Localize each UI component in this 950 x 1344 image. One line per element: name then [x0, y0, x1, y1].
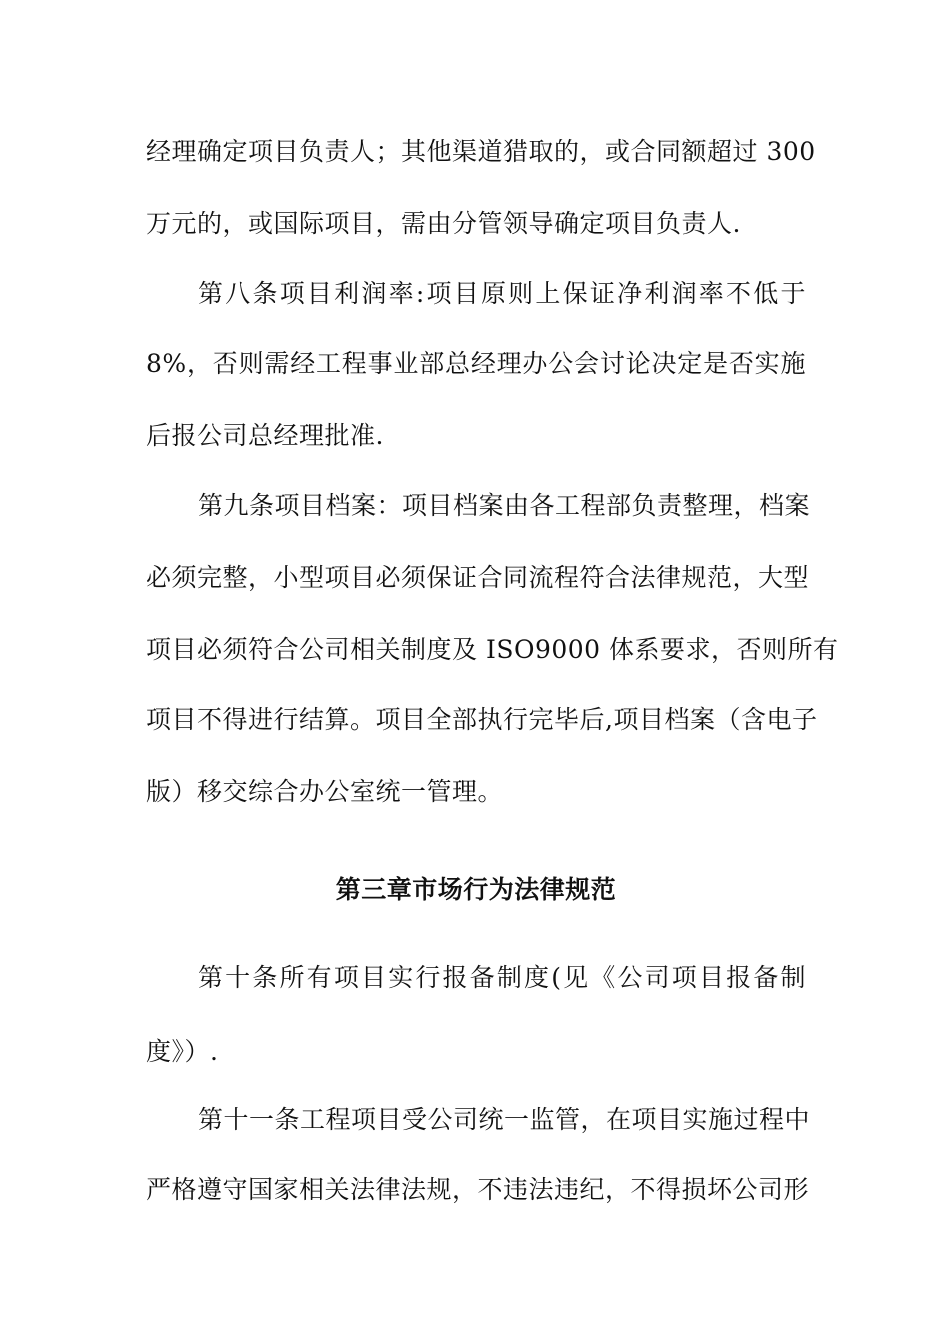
article-9-line: 版）移交综合办公室统一管理。: [146, 777, 504, 806]
article-9-line: 必须完整，小型项目必须保证合同流程符合法律规范，大型: [146, 563, 810, 592]
article-10-line: 第十条所有项目实行报备制度(见《公司项目报备制: [198, 963, 806, 992]
article-8-line: 第八条项目利润率:项目原则上保证净利润率不低于: [198, 279, 806, 308]
article-9-line: 项目必须符合公司相关制度及 ISO9000 体系要求，否则所有: [146, 635, 839, 664]
article-8-line: 后报公司总经理批准.: [146, 421, 384, 450]
paragraph-text-line: 万元的，或国际项目，需由分管领导确定项目负责人.: [146, 209, 741, 238]
article-9-line: 项目不得进行结算。项目全部执行完毕后,项目档案（含电子: [146, 705, 818, 734]
article-9-line: 第九条项目档案：项目档案由各工程部负责整理，档案: [198, 491, 811, 520]
chapter-title: 第三章市场行为法律规范: [335, 875, 617, 904]
article-10-line: 度》）.: [146, 1037, 219, 1066]
article-8-line: 8%，否则需经工程事业部总经理办公会讨论决定是否实施: [146, 349, 806, 378]
article-11-line: 第十一条工程项目受公司统一监管，在项目实施过程中: [198, 1105, 811, 1134]
paragraph-text-line: 经理确定项目负责人；其他渠道猎取的，或合同额超过 300: [146, 137, 816, 166]
article-11-line: 严格遵守国家相关法律法规，不违法违纪，不得损坏公司形: [146, 1175, 810, 1204]
